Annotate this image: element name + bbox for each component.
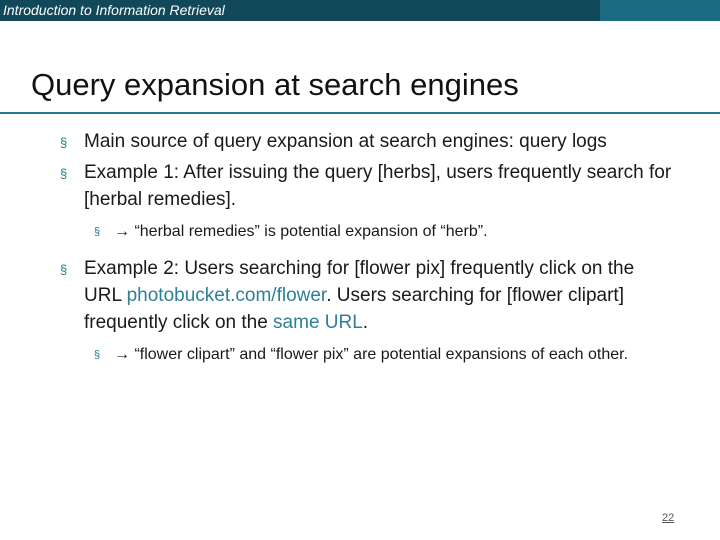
sub-bullet-2-text: → “flower clipart” and “flower pix” are potential expansions of each other. bbox=[114, 346, 629, 363]
bullet-3 bbox=[60, 255, 675, 336]
bullet-marker-icon: § bbox=[60, 166, 68, 181]
bullet-3-text-before: Example 2: Users searching for [flower pix] frequently click on the URL bbox=[84, 258, 635, 306]
sub-bullet-2 bbox=[94, 342, 675, 368]
title-divider bbox=[0, 112, 720, 114]
header-accent-block bbox=[600, 0, 720, 21]
bullet-marker-icon: § bbox=[60, 135, 68, 150]
bullet-marker-icon: § bbox=[60, 262, 68, 277]
bullet-2-text: Example 1: After issuing the query [herbs], users frequently search for [herbal remedies]. bbox=[84, 162, 672, 210]
slide-content bbox=[60, 128, 675, 378]
bullet-1-text: Main source of query expansion at search engines: query logs bbox=[84, 131, 607, 152]
sub-bullet-marker-icon: § bbox=[94, 349, 101, 361]
sub-bullet-1 bbox=[94, 219, 675, 245]
sub-bullet-1-text: → “herbal remedies” is potential expansion of “herb”. bbox=[114, 223, 488, 240]
page-number: 22 bbox=[662, 512, 675, 524]
course-title: Introduction to Information Retrieval bbox=[3, 2, 225, 18]
photobucket-link[interactable]: photobucket.com/flower bbox=[126, 285, 327, 306]
header-bar bbox=[0, 0, 720, 21]
bullet-2 bbox=[60, 159, 675, 213]
bullet-3-text-after: . bbox=[362, 312, 369, 333]
slide-title: Query expansion at search engines bbox=[31, 67, 519, 102]
same-url-link[interactable]: same URL bbox=[273, 312, 363, 333]
bullet-3-text-middle: . Users searching for [flower clipart] frequently click on the bbox=[84, 285, 624, 333]
bullet-1 bbox=[60, 128, 675, 155]
sub-bullet-marker-icon: § bbox=[94, 226, 101, 238]
